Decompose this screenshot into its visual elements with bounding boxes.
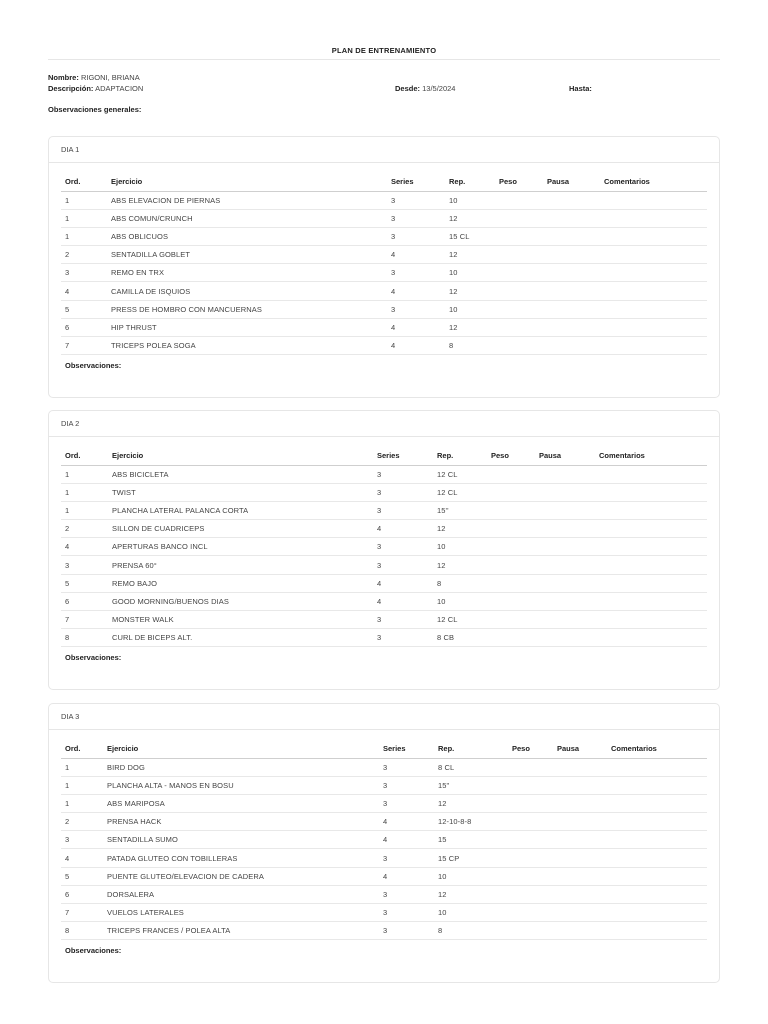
day-card-3 bbox=[48, 703, 720, 983]
rep-cell: 12 bbox=[445, 282, 495, 300]
comentarios-cell bbox=[595, 465, 707, 483]
col-header-series: Series bbox=[373, 437, 433, 465]
table-row bbox=[61, 520, 707, 538]
peso-cell bbox=[495, 264, 543, 282]
pausa-cell bbox=[543, 318, 600, 336]
desde-line bbox=[395, 84, 455, 93]
pausa-cell bbox=[535, 592, 595, 610]
col-header-ejercicio: Ejercicio bbox=[108, 437, 373, 465]
pausa-cell bbox=[543, 209, 600, 227]
series-cell: 3 bbox=[387, 227, 445, 245]
ord-cell: 4 bbox=[61, 282, 107, 300]
rep-cell: 12 bbox=[433, 556, 487, 574]
col-header-comentarios: Comentarios bbox=[607, 730, 707, 758]
col-header-series: Series bbox=[379, 730, 434, 758]
table-row bbox=[61, 337, 707, 355]
col-header-peso: Peso bbox=[487, 437, 535, 465]
rep-cell: 10 bbox=[433, 592, 487, 610]
table-row bbox=[61, 227, 707, 245]
peso-cell bbox=[487, 538, 535, 556]
ejercicio-cell: ABS BICICLETA bbox=[108, 465, 373, 483]
table-row bbox=[61, 776, 707, 794]
pausa-cell bbox=[535, 520, 595, 538]
peso-cell bbox=[495, 191, 543, 209]
comentarios-cell bbox=[595, 483, 707, 501]
rep-cell: 10 bbox=[433, 538, 487, 556]
ord-cell: 1 bbox=[61, 191, 107, 209]
series-cell: 3 bbox=[373, 556, 433, 574]
table-row bbox=[61, 264, 707, 282]
peso-cell bbox=[487, 574, 535, 592]
table-header-row bbox=[61, 730, 707, 758]
comentarios-cell bbox=[600, 318, 707, 336]
pausa-cell bbox=[543, 191, 600, 209]
col-header-rep: Rep. bbox=[445, 163, 495, 191]
peso-cell bbox=[508, 904, 553, 922]
peso-cell bbox=[508, 867, 553, 885]
rep-cell: 12 CL bbox=[433, 465, 487, 483]
pausa-cell bbox=[535, 611, 595, 629]
series-cell: 3 bbox=[373, 538, 433, 556]
table-row bbox=[61, 629, 707, 647]
table-row bbox=[61, 574, 707, 592]
rep-cell: 12 bbox=[434, 885, 508, 903]
ejercicio-cell: ABS OBLICUOS bbox=[107, 227, 387, 245]
observaciones-label: Observaciones: bbox=[65, 361, 122, 371]
series-cell: 4 bbox=[373, 592, 433, 610]
series-cell: 3 bbox=[387, 191, 445, 209]
series-cell: 4 bbox=[387, 337, 445, 355]
table-row bbox=[61, 191, 707, 209]
table-header-row bbox=[61, 437, 707, 465]
ejercicio-cell: PRENSA HACK bbox=[103, 813, 379, 831]
pausa-cell bbox=[535, 556, 595, 574]
col-header-ord: Ord. bbox=[61, 163, 107, 191]
series-cell: 4 bbox=[387, 282, 445, 300]
rep-cell: 8 bbox=[433, 574, 487, 592]
descripcion-value: ADAPTACION bbox=[95, 84, 144, 93]
series-cell: 3 bbox=[373, 483, 433, 501]
descripcion-line bbox=[48, 84, 143, 93]
ejercicio-cell: BIRD DOG bbox=[103, 758, 379, 776]
pausa-cell bbox=[535, 574, 595, 592]
series-cell: 4 bbox=[387, 318, 445, 336]
ejercicio-cell: GOOD MORNING/BUENOS DIAS bbox=[108, 592, 373, 610]
page-title: PLAN DE ENTRENAMIENTO bbox=[331, 46, 437, 55]
table-row bbox=[61, 592, 707, 610]
pausa-cell bbox=[543, 227, 600, 245]
col-header-ejercicio: Ejercicio bbox=[107, 163, 387, 191]
comentarios-cell bbox=[595, 629, 707, 647]
peso-cell bbox=[508, 885, 553, 903]
series-cell: 4 bbox=[373, 520, 433, 538]
peso-cell bbox=[487, 483, 535, 501]
comentarios-cell bbox=[600, 282, 707, 300]
series-cell: 3 bbox=[379, 776, 434, 794]
series-cell: 4 bbox=[379, 867, 434, 885]
comentarios-cell bbox=[607, 758, 707, 776]
nombre-value: RIGONI, BRIANA bbox=[80, 73, 140, 82]
day-title: DIA 3 bbox=[49, 704, 719, 730]
series-cell: 3 bbox=[379, 922, 434, 940]
series-cell: 3 bbox=[387, 264, 445, 282]
peso-cell bbox=[487, 520, 535, 538]
pausa-cell bbox=[553, 904, 607, 922]
comentarios-cell bbox=[600, 246, 707, 264]
ejercicio-cell: CURL DE BICEPS ALT. bbox=[108, 629, 373, 647]
ord-cell: 1 bbox=[61, 465, 108, 483]
rep-cell: 12 bbox=[434, 794, 508, 812]
ejercicio-cell: APERTURAS BANCO INCL bbox=[108, 538, 373, 556]
comentarios-cell bbox=[607, 904, 707, 922]
pausa-cell bbox=[543, 337, 600, 355]
table-row bbox=[61, 904, 707, 922]
ord-cell: 4 bbox=[61, 849, 103, 867]
ord-cell: 1 bbox=[61, 758, 103, 776]
comentarios-cell bbox=[600, 300, 707, 318]
col-header-ejercicio: Ejercicio bbox=[103, 730, 379, 758]
pausa-cell bbox=[535, 465, 595, 483]
peso-cell bbox=[487, 501, 535, 519]
comentarios-cell bbox=[595, 520, 707, 538]
rep-cell: 10 bbox=[434, 904, 508, 922]
col-header-peso: Peso bbox=[508, 730, 553, 758]
series-cell: 3 bbox=[379, 849, 434, 867]
ord-cell: 8 bbox=[61, 629, 108, 647]
ejercicio-cell: HIP THRUST bbox=[107, 318, 387, 336]
pausa-cell bbox=[553, 813, 607, 831]
ord-cell: 2 bbox=[61, 813, 103, 831]
ord-cell: 6 bbox=[61, 318, 107, 336]
ejercicio-cell: PUENTE GLUTEO/ELEVACION DE CADERA bbox=[103, 867, 379, 885]
table-row bbox=[61, 831, 707, 849]
rep-cell: 12 bbox=[445, 209, 495, 227]
table-row bbox=[61, 483, 707, 501]
ord-cell: 7 bbox=[61, 611, 108, 629]
ord-cell: 4 bbox=[61, 538, 108, 556]
table-row bbox=[61, 300, 707, 318]
ord-cell: 8 bbox=[61, 922, 103, 940]
comentarios-cell bbox=[600, 191, 707, 209]
ejercicio-cell: TWIST bbox=[108, 483, 373, 501]
pausa-cell bbox=[543, 264, 600, 282]
observaciones-label: Observaciones: bbox=[65, 946, 122, 956]
table-row bbox=[61, 813, 707, 831]
table-row bbox=[61, 465, 707, 483]
table-row bbox=[61, 501, 707, 519]
ejercicio-cell: MONSTER WALK bbox=[108, 611, 373, 629]
comentarios-cell bbox=[607, 867, 707, 885]
ord-cell: 3 bbox=[61, 831, 103, 849]
pausa-cell bbox=[535, 483, 595, 501]
day-card-1 bbox=[48, 136, 720, 398]
nombre-line bbox=[48, 73, 140, 82]
comentarios-cell bbox=[607, 831, 707, 849]
comentarios-cell bbox=[607, 813, 707, 831]
table-header-row bbox=[61, 163, 707, 191]
col-header-peso: Peso bbox=[495, 163, 543, 191]
series-cell: 3 bbox=[387, 300, 445, 318]
comentarios-cell bbox=[595, 574, 707, 592]
peso-cell bbox=[495, 300, 543, 318]
series-cell: 3 bbox=[373, 501, 433, 519]
rep-cell: 15 CP bbox=[434, 849, 508, 867]
rep-cell: 12 bbox=[445, 318, 495, 336]
ord-cell: 1 bbox=[61, 483, 108, 501]
comentarios-cell bbox=[600, 264, 707, 282]
ord-cell: 6 bbox=[61, 885, 103, 903]
comentarios-cell bbox=[595, 538, 707, 556]
comentarios-cell bbox=[600, 209, 707, 227]
series-cell: 3 bbox=[379, 758, 434, 776]
ejercicio-cell: ABS ELEVACION DE PIERNAS bbox=[107, 191, 387, 209]
pausa-cell bbox=[553, 758, 607, 776]
peso-cell bbox=[487, 465, 535, 483]
nombre-label: Nombre: bbox=[48, 73, 79, 82]
ord-cell: 2 bbox=[61, 246, 107, 264]
comentarios-cell bbox=[607, 922, 707, 940]
ejercicio-cell: PRESS DE HOMBRO CON MANCUERNAS bbox=[107, 300, 387, 318]
ejercicio-cell: TRICEPS POLEA SOGA bbox=[107, 337, 387, 355]
ejercicio-cell: ABS MARIPOSA bbox=[103, 794, 379, 812]
ejercicio-cell: TRICEPS FRANCES / POLEA ALTA bbox=[103, 922, 379, 940]
day-title: DIA 2 bbox=[49, 411, 719, 437]
ord-cell: 1 bbox=[61, 227, 107, 245]
rep-cell: 8 CB bbox=[433, 629, 487, 647]
table-row bbox=[61, 282, 707, 300]
ejercicio-cell: CAMILLA DE ISQUIOS bbox=[107, 282, 387, 300]
peso-cell bbox=[508, 794, 553, 812]
ejercicio-cell: SENTADILLA SUMO bbox=[103, 831, 379, 849]
observaciones-generales-label: Observaciones generales: bbox=[48, 105, 142, 114]
rep-cell: 12-10-8-8 bbox=[434, 813, 508, 831]
ord-cell: 6 bbox=[61, 592, 108, 610]
ord-cell: 5 bbox=[61, 867, 103, 885]
rep-cell: 10 bbox=[434, 867, 508, 885]
rep-cell: 8 CL bbox=[434, 758, 508, 776]
pausa-cell bbox=[553, 849, 607, 867]
ord-cell: 1 bbox=[61, 776, 103, 794]
ord-cell: 5 bbox=[61, 300, 107, 318]
pausa-cell bbox=[543, 300, 600, 318]
peso-cell bbox=[495, 227, 543, 245]
series-cell: 4 bbox=[379, 813, 434, 831]
comentarios-cell bbox=[607, 849, 707, 867]
ord-cell: 1 bbox=[61, 501, 108, 519]
series-cell: 3 bbox=[373, 611, 433, 629]
comentarios-cell bbox=[600, 337, 707, 355]
table-row bbox=[61, 758, 707, 776]
table-row bbox=[61, 849, 707, 867]
pausa-cell bbox=[553, 831, 607, 849]
ejercicio-cell: ABS COMUN/CRUNCH bbox=[107, 209, 387, 227]
col-header-pausa: Pausa bbox=[535, 437, 595, 465]
table-row bbox=[61, 922, 707, 940]
desde-value: 13/5/2024 bbox=[422, 84, 456, 93]
desde-label: Desde: bbox=[395, 84, 421, 93]
rep-cell: 15 bbox=[434, 831, 508, 849]
pausa-cell bbox=[553, 885, 607, 903]
peso-cell bbox=[495, 246, 543, 264]
rep-cell: 8 bbox=[445, 337, 495, 355]
col-header-ord: Ord. bbox=[61, 730, 103, 758]
col-header-comentarios: Comentarios bbox=[600, 163, 707, 191]
col-header-comentarios: Comentarios bbox=[595, 437, 707, 465]
title-divider bbox=[48, 59, 720, 60]
ejercicio-cell: PLANCHA LATERAL PALANCA CORTA bbox=[108, 501, 373, 519]
hasta-label: Hasta: bbox=[569, 84, 592, 93]
peso-cell bbox=[508, 849, 553, 867]
table-row bbox=[61, 556, 707, 574]
comentarios-cell bbox=[595, 501, 707, 519]
table-row bbox=[61, 318, 707, 336]
pausa-cell bbox=[553, 776, 607, 794]
comentarios-cell bbox=[607, 885, 707, 903]
pausa-cell bbox=[553, 922, 607, 940]
rep-cell: 15 CL bbox=[445, 227, 495, 245]
peso-cell bbox=[487, 592, 535, 610]
series-cell: 3 bbox=[373, 629, 433, 647]
pausa-cell bbox=[535, 629, 595, 647]
peso-cell bbox=[487, 629, 535, 647]
peso-cell bbox=[487, 556, 535, 574]
table-row bbox=[61, 885, 707, 903]
peso-cell bbox=[508, 831, 553, 849]
series-cell: 3 bbox=[379, 794, 434, 812]
pausa-cell bbox=[543, 282, 600, 300]
observaciones-label: Observaciones: bbox=[65, 653, 122, 663]
col-header-rep: Rep. bbox=[433, 437, 487, 465]
ord-cell: 1 bbox=[61, 209, 107, 227]
exercise-table bbox=[61, 437, 707, 647]
table-row bbox=[61, 209, 707, 227]
ejercicio-cell: PLANCHA ALTA - MANOS EN BOSU bbox=[103, 776, 379, 794]
rep-cell: 10 bbox=[445, 191, 495, 209]
rep-cell: 15'' bbox=[433, 501, 487, 519]
rep-cell: 12 CL bbox=[433, 483, 487, 501]
peso-cell bbox=[508, 813, 553, 831]
rep-cell: 12 bbox=[445, 246, 495, 264]
comentarios-cell bbox=[607, 776, 707, 794]
ejercicio-cell: PATADA GLUTEO CON TOBILLERAS bbox=[103, 849, 379, 867]
ord-cell: 5 bbox=[61, 574, 108, 592]
ord-cell: 3 bbox=[61, 556, 108, 574]
col-header-rep: Rep. bbox=[434, 730, 508, 758]
rep-cell: 15" bbox=[434, 776, 508, 794]
series-cell: 4 bbox=[379, 831, 434, 849]
table-row bbox=[61, 538, 707, 556]
col-header-pausa: Pausa bbox=[553, 730, 607, 758]
table-row bbox=[61, 611, 707, 629]
series-cell: 4 bbox=[387, 246, 445, 264]
exercise-table bbox=[61, 163, 707, 355]
ejercicio-cell: SILLON DE CUADRICEPS bbox=[108, 520, 373, 538]
ejercicio-cell: REMO BAJO bbox=[108, 574, 373, 592]
ord-cell: 7 bbox=[61, 904, 103, 922]
pausa-cell bbox=[535, 501, 595, 519]
series-cell: 3 bbox=[373, 465, 433, 483]
ord-cell: 7 bbox=[61, 337, 107, 355]
pausa-cell bbox=[553, 867, 607, 885]
comentarios-cell bbox=[595, 611, 707, 629]
observaciones-generales bbox=[48, 105, 141, 114]
ord-cell: 3 bbox=[61, 264, 107, 282]
rep-cell: 10 bbox=[445, 300, 495, 318]
table-row bbox=[61, 794, 707, 812]
col-header-series: Series bbox=[387, 163, 445, 191]
exercise-table bbox=[61, 730, 707, 940]
peso-cell bbox=[487, 611, 535, 629]
descripcion-label: Descripción: bbox=[48, 84, 94, 93]
ord-cell: 2 bbox=[61, 520, 108, 538]
peso-cell bbox=[508, 922, 553, 940]
ejercicio-cell: VUELOS LATERALES bbox=[103, 904, 379, 922]
series-cell: 3 bbox=[387, 209, 445, 227]
comentarios-cell bbox=[600, 227, 707, 245]
pausa-cell bbox=[553, 794, 607, 812]
col-header-ord: Ord. bbox=[61, 437, 108, 465]
table-row bbox=[61, 246, 707, 264]
comentarios-cell bbox=[595, 592, 707, 610]
peso-cell bbox=[508, 758, 553, 776]
peso-cell bbox=[495, 337, 543, 355]
pausa-cell bbox=[543, 246, 600, 264]
day-title: DIA 1 bbox=[49, 137, 719, 163]
peso-cell bbox=[495, 209, 543, 227]
col-header-pausa: Pausa bbox=[543, 163, 600, 191]
ejercicio-cell: PRENSA 60° bbox=[108, 556, 373, 574]
peso-cell bbox=[495, 318, 543, 336]
series-cell: 3 bbox=[379, 885, 434, 903]
ejercicio-cell: DORSALERA bbox=[103, 885, 379, 903]
hasta-line bbox=[569, 84, 592, 93]
comentarios-cell bbox=[607, 794, 707, 812]
rep-cell: 12 bbox=[433, 520, 487, 538]
pausa-cell bbox=[535, 538, 595, 556]
ejercicio-cell: REMO EN TRX bbox=[107, 264, 387, 282]
ord-cell: 1 bbox=[61, 794, 103, 812]
peso-cell bbox=[495, 282, 543, 300]
comentarios-cell bbox=[595, 556, 707, 574]
rep-cell: 12 CL bbox=[433, 611, 487, 629]
day-card-2 bbox=[48, 410, 720, 690]
table-row bbox=[61, 867, 707, 885]
series-cell: 4 bbox=[373, 574, 433, 592]
rep-cell: 8 bbox=[434, 922, 508, 940]
series-cell: 3 bbox=[379, 904, 434, 922]
peso-cell bbox=[508, 776, 553, 794]
rep-cell: 10 bbox=[445, 264, 495, 282]
ejercicio-cell: SENTADILLA GOBLET bbox=[107, 246, 387, 264]
